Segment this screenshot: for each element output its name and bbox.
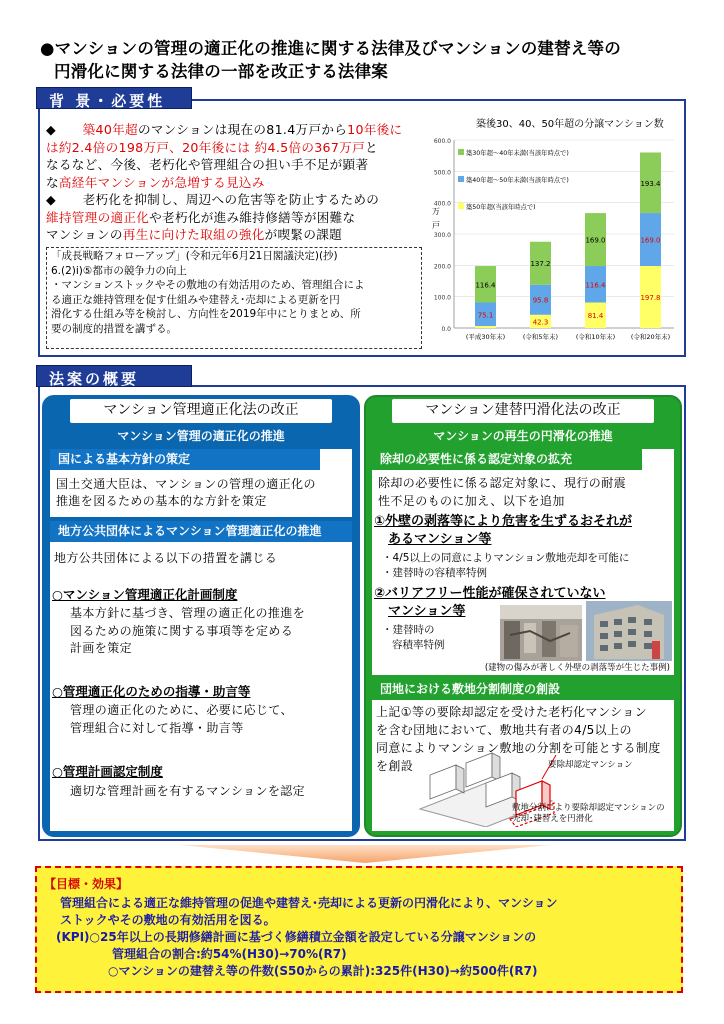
chart-y-tick-label: 0.0 [441,326,451,333]
chart-y-tick-label: 500.0 [433,169,451,177]
bullet-mark: ◆ [46,192,56,207]
chart-data-label: 116.4 [475,281,496,290]
damaged-building-photo-2 [586,601,672,661]
reconstruction-law-subtitle: マンションの再生の円滑化の推進 [433,429,613,443]
guidance-head: ○管理適正化のための指導・助言等 [52,684,251,699]
photo-caption: (建物の傷みが著しく外壁の剥落等が生じた事例) [484,663,670,673]
background-bullet-2: ◆ 老朽化を抑制し、周辺への危害等を防止するための 維持管理の適正化や老朽化が進み維持修繕等が困難な マンションの再生に向けた取組の強化が喫緊の課題 [46,192,380,242]
chart-y-axis-label: 戸 [432,221,440,230]
diagram-label-division: 敷地分割により要除却認定マンションの 売却･建替えを円滑化 [512,803,665,824]
chart-y-tick-label: 100.0 [433,294,451,302]
site-division-box [372,679,674,831]
chart-data-label: 75.1 [477,311,494,320]
site-division-head: 団地における敷地分割制度の創設 [372,679,674,700]
background-bullet-1: ◆ 築40年超のマンションは現在の81.4万戸から10年後に は約2.4倍の198万戸、20年後には 約4.5倍の367万戸と なるなど、今後、老朽化や管理組合の担い手不足が顕著 な高経年マンションが急増する見込み [46,122,403,190]
chart-legend-swatch [458,203,464,209]
diagram-label-demolition: 要除却認定マンション [548,760,633,770]
chart-title: 築後30、40、50年超の分譲マンション数 [476,119,664,130]
demolition-text: 除却の必要性に係る認定対象に、現行の耐震 性不足のものに加え、以下を追加 [378,476,627,508]
chart-y-tick-label: 200.0 [433,263,451,271]
local-gov-box [50,521,352,831]
chart-legend-swatch [458,149,464,155]
damaged-building-photo-1 [500,605,582,661]
chart-data-label: 193.4 [640,179,661,188]
background-header: 背 景・必要性 [36,87,192,109]
demolition-box [372,449,674,675]
chart-data-label: 116.4 [585,281,606,290]
chart-svg [428,130,680,352]
goal-text: 管理組合による適正な維持管理の促進や建替え･売却による更新の円滑化により、マンション ストックやその敷地の有効活用を図る。 (KPI)○25年以上の長期修繕計画に基づく修繕積立金額を設定している分譲マンションの 管理組合の割合:約54%(H30)→70%(R7) ○マンションの建替え等の件数(S50からの累計):325件(H30)→約500件(R7) [56,896,558,978]
reconstruction-law-title: マンション建替円滑化法の改正 [392,399,654,423]
local-gov-head: 地方公共団体によるマンション管理適正化の推進 [50,521,352,542]
chart-x-tick-label: (令和10年末) [575,333,616,341]
wall-peeling-text: ・4/5以上の同意によりマンション敷地売却を可能に ・建替時の容積率特例 [382,552,630,579]
chart-data-label: 169.0 [585,236,606,245]
chart-x-tick-label: (平成30年末) [465,333,506,341]
demolition-head: 除却の必要性に係る認定対象の拡充 [372,449,642,470]
chart-y-tick-label: 400.0 [433,200,451,208]
wall-peeling-head: ①外壁の剥落等により危害を生ずるおそれが あるマンション等 [374,514,633,547]
management-law-panel [42,395,360,837]
barrier-free-head: ②バリアフリー性能が確保されていない マンション等 [374,586,606,619]
basic-policy-head: 国による基本方針の策定 [50,449,320,470]
plan-system-text: 基本方針に基づき、管理の適正化の推進を 図るための施策に関する事項等を定める 計画を策定 [70,606,306,655]
down-arrow-icon [180,845,550,863]
basic-policy-box [50,449,352,517]
bullet-mark: ◆ [46,122,56,137]
barrier-free-text: ・建替時の 容積率特例 [382,624,445,651]
reconstruction-law-panel [364,395,682,837]
chart-legend-label: 築40年超～50年未満(当該年時点で) [466,177,569,184]
chart-legend-label: 築30年超～40年未満(当該年時点で) [466,150,569,157]
plan-system-head: ○マンション管理適正化計画制度 [52,587,238,602]
site-division-text: 上記①等の要除却認定を受けた老朽化マンション を含む団地において、敷地共有者の4/5以上の 同意によりマンション敷地の分割を可能とする制度 を創設 [376,705,661,773]
basic-policy-text: 国土交通大臣は、マンションの管理の適正化の 推進を図るための基本的な方針を策定 [56,477,316,508]
chart-data-label: 169.0 [640,236,661,245]
chart-legend-swatch [458,176,464,182]
overview-header: 法案の概要 [36,365,192,387]
management-law-title: マンション管理適正化法の改正 [70,399,332,423]
growth-strategy-quote: 「成長戦略フォローアップ」(令和元年6月21日閣議決定)(抄) 6.(2)ⅰ)⑤都市の競争力の向上 ・マンションストックやその敷地の有効活用のため、管理組合によ る適正な維持管理を促す仕組みや建替え･売却による更新を円 滑化する仕組み等を検討し、方向性を2019年中にとりまとめ、所 要の制度的措置を講ずる。 [46,247,422,349]
management-law-subtitle: マンション管理の適正化の推進 [117,429,285,443]
chart-x-tick-label: (令和20年末) [630,333,671,341]
certification-text: 適切な管理計画を有するマンションを認定 [70,784,306,798]
chart-data-label: 95.8 [532,296,549,305]
certification-head: ○管理計画認定制度 [52,764,163,779]
chart-data-label: 197.8 [640,294,661,303]
chart-data-label: 81.4 [587,312,604,321]
chart-x-tick-label: (令和5年末) [522,333,559,341]
condo-count-chart [428,130,680,352]
chart-y-axis-label: 万 [432,207,440,216]
guidance-text: 管理の適正化のために、必要に応じて、 管理組合に対して指導・助言等 [70,703,293,735]
local-gov-intro: 地方公共団体による以下の措置を講じる [54,551,278,565]
chart-legend-label: 築50年超(当該年時点で) [466,204,536,211]
chart-data-label: 137.2 [530,260,551,269]
page-title-line2: 円滑化に関する法律の一部を改正する法律案 [54,62,388,81]
chart-data-label: 42.3 [532,318,549,327]
page-title-line1: ●マンションの管理の適正化の推進に関する法律及びマンションの建替え等の [40,39,621,58]
page-title [40,37,700,83]
chart-y-tick-label: 600.0 [433,138,451,145]
chart-y-tick-label: 300.0 [433,232,451,239]
goal-header: 【目標・効果】 [44,877,129,891]
